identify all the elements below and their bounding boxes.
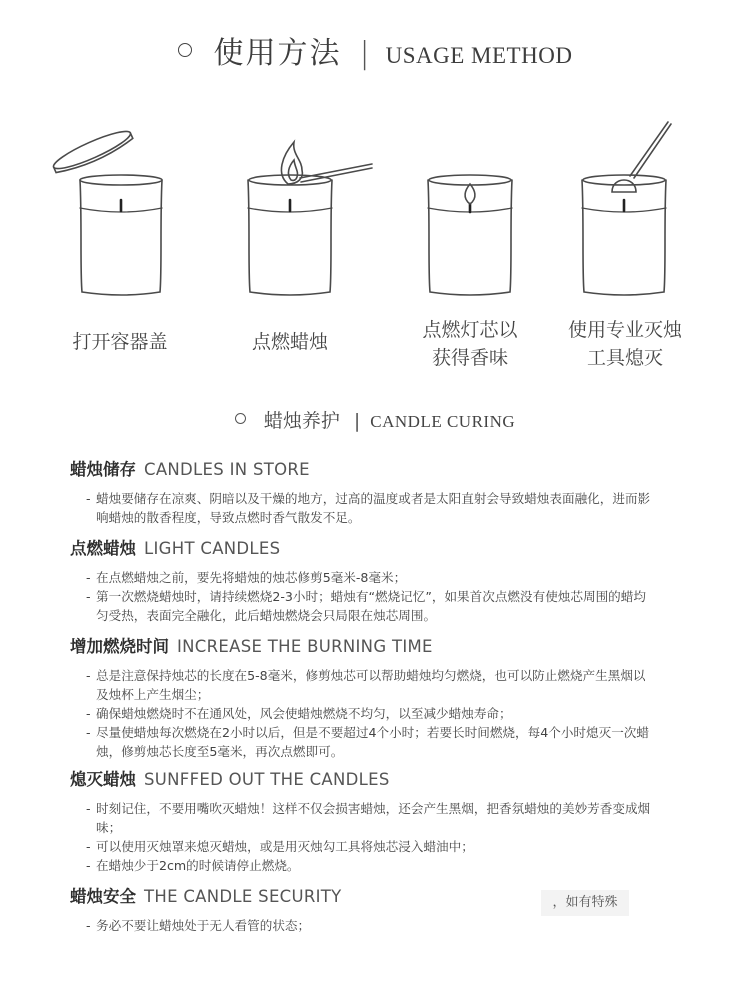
title-divider: | (359, 36, 372, 71)
section-heading (70, 537, 710, 561)
note-tag: ，如有特殊 (541, 890, 629, 916)
section-title-cn: 蜡烛安全 (70, 887, 136, 906)
step-label-light-wick-line: 点燃灯芯以 获得香味 (422, 319, 518, 369)
step-label-open-lid: 打开容器盖 (72, 331, 168, 353)
section-title-cn: 点燃蜡烛 (70, 539, 136, 558)
section-store (70, 458, 710, 527)
list-item: - 在蜡烛少于2cm的时候请停止燃烧。 (86, 856, 664, 875)
step-label-extinguish (560, 316, 690, 372)
circle-icon (178, 43, 192, 57)
section-burning-time (70, 635, 710, 761)
step-label-extinguish-line: 使用专业灭烛 工具熄灭 (567, 319, 682, 369)
list-item: - 在点燃蜡烛之前，要先将蜡烛的烛芯修剪5毫米-8毫米； (86, 568, 658, 587)
section-heading (70, 768, 710, 792)
list-item: - 时刻记住，不要用嘴吹灭蜡烛！这样不仅会损害蜡烛，还会产生黑烟，把香氛蜡烛的美妙芳香变成烟味； (86, 799, 664, 837)
page-title (0, 28, 750, 72)
section-title-cn: 增加燃烧时间 (70, 637, 169, 656)
usage-illustration (0, 120, 750, 310)
circle-icon (235, 413, 246, 424)
step-label-light-candle: 点燃蜡烛 (251, 331, 328, 353)
section-title-en: SUNFFED OUT THE CANDLES (144, 770, 390, 789)
section-heading (70, 635, 710, 659)
section-title-en: INCREASE THE BURNING TIME (177, 637, 433, 656)
subtitle-cn: 蜡烛养护 (263, 410, 340, 432)
glass-snuffer-icon (582, 122, 671, 295)
list-item: - 蜡烛要储存在凉爽、阴暗以及干燥的地方，过高的温度或者是太阳直射会导致蜡烛表面融化，进而影响蜡烛的散香程度，导致点燃时香气散发不足。 (86, 489, 658, 527)
curing-subtitle (0, 406, 750, 433)
subtitle-en: CANDLE CURING (370, 412, 516, 431)
section-title-en: LIGHT CANDLES (144, 539, 281, 558)
section-title-en: THE CANDLE SECURITY (144, 887, 342, 906)
list-item: - 务必不要让蜡烛处于无人看管的状态； (86, 916, 658, 935)
glass-burning-icon (428, 175, 512, 295)
section-title-en: CANDLES IN STORE (144, 460, 310, 479)
list-item: - 尽量使蜡烛每次燃烧在2小时以后，但是不要超过4个小时；若要长时间燃烧，每4个小时熄灭一次蜡烛，修剪烛芯长度至5毫米，再次点燃即可。 (86, 723, 658, 761)
list-item: - 可以使用灭烛罩来熄灭蜡烛，或是用灭烛勾工具将烛芯浸入蜡油中； (86, 837, 664, 856)
subtitle-divider: | (353, 410, 361, 432)
section-light (70, 537, 710, 625)
glass-lighting-icon (248, 142, 372, 295)
list-item: - 总是注意保持烛芯的长度在5-8毫米，修剪烛芯可以帮助蜡烛均匀燃烧，也可以防止燃烧产生黑烟以及烛杯上产生烟尘； (86, 666, 658, 704)
list-item: - 第一次燃烧蜡烛时，请持续燃烧2-3小时；蜡烛有“燃烧记忆”，如果首次点燃没有使烛芯周围的蜡均匀受热，表面完全融化，此后蜡烛燃烧会只局限在烛芯周围。 (86, 587, 658, 625)
title-cn: 使用方法 (213, 36, 342, 71)
step-label-light-wick (405, 316, 535, 372)
section-title-cn: 熄灭蜡烛 (70, 770, 136, 789)
list-item: - 确保蜡烛燃烧时不在通风处，风会使蜡烛燃烧不均匀，以至减少蜡烛寿命； (86, 704, 658, 723)
section-heading (70, 458, 710, 482)
section-title-cn: 蜡烛储存 (70, 460, 136, 479)
title-en: USAGE METHOD (385, 43, 573, 68)
section-extinguish (70, 768, 710, 875)
glass-open-lid-icon (50, 126, 162, 295)
